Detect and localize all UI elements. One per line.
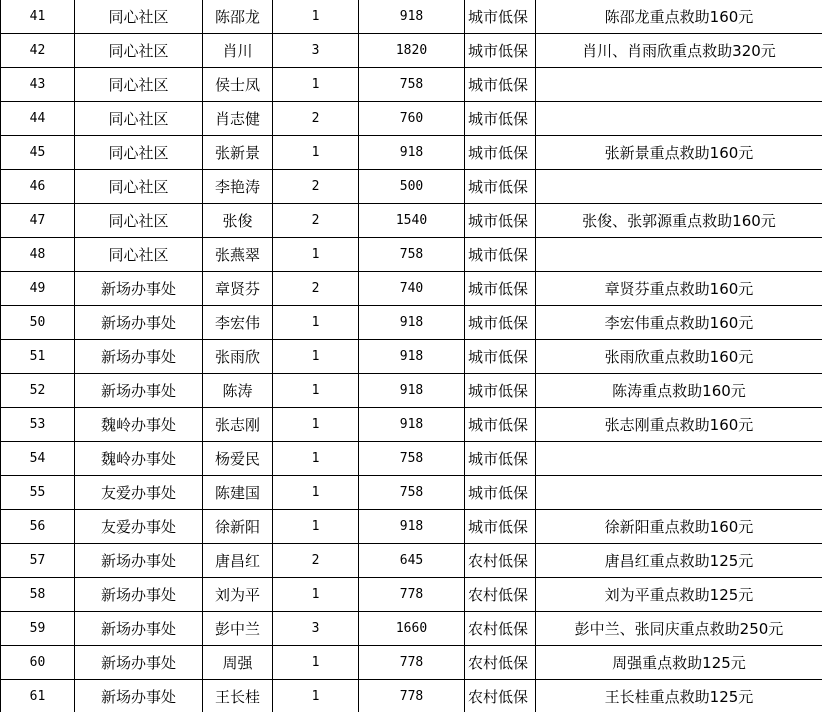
cell-name: 章贤芬 xyxy=(203,272,273,306)
cell-household-size: 1 xyxy=(273,408,359,442)
cell-household-size: 2 xyxy=(273,170,359,204)
cell-category: 城市低保 xyxy=(465,136,536,170)
table-row xyxy=(1,680,822,713)
table-row xyxy=(1,340,822,374)
table-row xyxy=(1,0,822,34)
cell-number: 54 xyxy=(1,442,75,476)
cell-amount: 1820 xyxy=(359,34,465,68)
cell-category: 城市低保 xyxy=(465,204,536,238)
cell-category: 城市低保 xyxy=(465,0,536,34)
cell-note: 彭中兰、张同庆重点救助250元 xyxy=(536,612,822,646)
table-row xyxy=(1,578,822,612)
cell-household-size: 1 xyxy=(273,510,359,544)
cell-amount: 1660 xyxy=(359,612,465,646)
cell-amount: 918 xyxy=(359,340,465,374)
cell-amount: 778 xyxy=(359,680,465,713)
cell-community: 新场办事处 xyxy=(75,544,203,578)
cell-note: 张志刚重点救助160元 xyxy=(536,408,822,442)
cell-household-size: 1 xyxy=(273,0,359,34)
cell-household-size: 1 xyxy=(273,238,359,272)
cell-community: 友爱办事处 xyxy=(75,510,203,544)
cell-category: 城市低保 xyxy=(465,34,536,68)
cell-amount: 918 xyxy=(359,374,465,408)
cell-note: 李宏伟重点救助160元 xyxy=(536,306,822,340)
cell-name: 刘为平 xyxy=(203,578,273,612)
cell-amount: 758 xyxy=(359,68,465,102)
cell-name: 张俊 xyxy=(203,204,273,238)
cell-household-size: 1 xyxy=(273,646,359,680)
cell-community: 魏岭办事处 xyxy=(75,442,203,476)
cell-note: 王长桂重点救助125元 xyxy=(536,680,822,713)
cell-note: 张新景重点救助160元 xyxy=(536,136,822,170)
cell-name: 张燕翠 xyxy=(203,238,273,272)
cell-amount: 758 xyxy=(359,238,465,272)
table-row xyxy=(1,646,822,680)
cell-community: 同心社区 xyxy=(75,34,203,68)
cell-number: 48 xyxy=(1,238,75,272)
cell-number: 41 xyxy=(1,0,75,34)
cell-category: 城市低保 xyxy=(465,374,536,408)
cell-note xyxy=(536,238,822,272)
table-row xyxy=(1,272,822,306)
cell-category: 农村低保 xyxy=(465,544,536,578)
cell-household-size: 2 xyxy=(273,544,359,578)
table-row xyxy=(1,34,822,68)
cell-amount: 500 xyxy=(359,170,465,204)
cell-number: 58 xyxy=(1,578,75,612)
cell-household-size: 1 xyxy=(273,578,359,612)
cell-amount: 918 xyxy=(359,136,465,170)
table-row xyxy=(1,306,822,340)
table-row xyxy=(1,510,822,544)
table-row xyxy=(1,374,822,408)
cell-name: 彭中兰 xyxy=(203,612,273,646)
cell-name: 李宏伟 xyxy=(203,306,273,340)
cell-name: 侯士凤 xyxy=(203,68,273,102)
cell-note: 刘为平重点救助125元 xyxy=(536,578,822,612)
cell-community: 同心社区 xyxy=(75,68,203,102)
cell-household-size: 1 xyxy=(273,68,359,102)
cell-community: 新场办事处 xyxy=(75,340,203,374)
cell-number: 46 xyxy=(1,170,75,204)
cell-community: 同心社区 xyxy=(75,102,203,136)
cell-community: 同心社区 xyxy=(75,204,203,238)
cell-number: 44 xyxy=(1,102,75,136)
cell-number: 53 xyxy=(1,408,75,442)
cell-household-size: 2 xyxy=(273,272,359,306)
cell-name: 陈涛 xyxy=(203,374,273,408)
cell-community: 同心社区 xyxy=(75,238,203,272)
cell-community: 新场办事处 xyxy=(75,680,203,713)
table-row xyxy=(1,68,822,102)
cell-category: 城市低保 xyxy=(465,102,536,136)
cell-category: 城市低保 xyxy=(465,306,536,340)
cell-note: 章贤芬重点救助160元 xyxy=(536,272,822,306)
table-row xyxy=(1,204,822,238)
cell-name: 周强 xyxy=(203,646,273,680)
cell-amount: 918 xyxy=(359,408,465,442)
cell-community: 友爱办事处 xyxy=(75,476,203,510)
cell-note xyxy=(536,170,822,204)
cell-note xyxy=(536,68,822,102)
cell-number: 56 xyxy=(1,510,75,544)
cell-household-size: 2 xyxy=(273,102,359,136)
cell-note: 张雨欣重点救助160元 xyxy=(536,340,822,374)
cell-category: 城市低保 xyxy=(465,238,536,272)
table-row xyxy=(1,476,822,510)
cell-category: 农村低保 xyxy=(465,578,536,612)
cell-number: 50 xyxy=(1,306,75,340)
cell-category: 城市低保 xyxy=(465,340,536,374)
cell-community: 同心社区 xyxy=(75,170,203,204)
cell-note xyxy=(536,476,822,510)
table-row xyxy=(1,238,822,272)
cell-name: 陈邵龙 xyxy=(203,0,273,34)
cell-category: 城市低保 xyxy=(465,272,536,306)
cell-note: 张俊、张郭源重点救助160元 xyxy=(536,204,822,238)
cell-amount: 918 xyxy=(359,306,465,340)
table-row xyxy=(1,408,822,442)
cell-community: 新场办事处 xyxy=(75,578,203,612)
table-row xyxy=(1,136,822,170)
cell-household-size: 1 xyxy=(273,476,359,510)
cell-household-size: 1 xyxy=(273,136,359,170)
cell-note: 徐新阳重点救助160元 xyxy=(536,510,822,544)
table-row xyxy=(1,442,822,476)
cell-amount: 918 xyxy=(359,510,465,544)
cell-category: 农村低保 xyxy=(465,612,536,646)
cell-name: 张雨欣 xyxy=(203,340,273,374)
cell-number: 60 xyxy=(1,646,75,680)
cell-community: 同心社区 xyxy=(75,136,203,170)
cell-amount: 645 xyxy=(359,544,465,578)
cell-household-size: 2 xyxy=(273,204,359,238)
cell-household-size: 3 xyxy=(273,612,359,646)
cell-number: 49 xyxy=(1,272,75,306)
cell-note: 肖川、肖雨欣重点救助320元 xyxy=(536,34,822,68)
cell-name: 肖川 xyxy=(203,34,273,68)
cell-category: 农村低保 xyxy=(465,646,536,680)
cell-note: 陈邵龙重点救助160元 xyxy=(536,0,822,34)
cell-number: 42 xyxy=(1,34,75,68)
cell-name: 杨爱民 xyxy=(203,442,273,476)
cell-number: 51 xyxy=(1,340,75,374)
cell-name: 张志刚 xyxy=(203,408,273,442)
cell-community: 新场办事处 xyxy=(75,646,203,680)
cell-household-size: 3 xyxy=(273,34,359,68)
cell-household-size: 1 xyxy=(273,306,359,340)
cell-household-size: 1 xyxy=(273,680,359,713)
cell-number: 57 xyxy=(1,544,75,578)
cell-name: 唐昌红 xyxy=(203,544,273,578)
cell-community: 同心社区 xyxy=(75,0,203,34)
cell-number: 47 xyxy=(1,204,75,238)
table-body xyxy=(1,0,822,712)
cell-community: 新场办事处 xyxy=(75,374,203,408)
table-row xyxy=(1,544,822,578)
cell-name: 陈建国 xyxy=(203,476,273,510)
cell-household-size: 1 xyxy=(273,374,359,408)
cell-number: 45 xyxy=(1,136,75,170)
cell-category: 城市低保 xyxy=(465,408,536,442)
cell-name: 张新景 xyxy=(203,136,273,170)
cell-category: 城市低保 xyxy=(465,510,536,544)
cell-community: 新场办事处 xyxy=(75,272,203,306)
cell-note: 陈涛重点救助160元 xyxy=(536,374,822,408)
cell-note xyxy=(536,102,822,136)
cell-category: 农村低保 xyxy=(465,680,536,713)
table-row xyxy=(1,102,822,136)
cell-category: 城市低保 xyxy=(465,476,536,510)
table-row xyxy=(1,170,822,204)
cell-amount: 918 xyxy=(359,0,465,34)
cell-amount: 778 xyxy=(359,578,465,612)
cell-community: 魏岭办事处 xyxy=(75,408,203,442)
cell-amount: 740 xyxy=(359,272,465,306)
cell-number: 55 xyxy=(1,476,75,510)
cell-note: 周强重点救助125元 xyxy=(536,646,822,680)
cell-number: 61 xyxy=(1,680,75,713)
cell-number: 43 xyxy=(1,68,75,102)
cell-amount: 758 xyxy=(359,442,465,476)
cell-name: 徐新阳 xyxy=(203,510,273,544)
cell-name: 李艳涛 xyxy=(203,170,273,204)
cell-name: 王长桂 xyxy=(203,680,273,713)
cell-note xyxy=(536,442,822,476)
cell-amount: 778 xyxy=(359,646,465,680)
cell-category: 城市低保 xyxy=(465,442,536,476)
cell-amount: 758 xyxy=(359,476,465,510)
cell-amount: 1540 xyxy=(359,204,465,238)
cell-household-size: 1 xyxy=(273,340,359,374)
cell-household-size: 1 xyxy=(273,442,359,476)
cell-note: 唐昌红重点救助125元 xyxy=(536,544,822,578)
cell-community: 新场办事处 xyxy=(75,612,203,646)
cell-number: 52 xyxy=(1,374,75,408)
cell-amount: 760 xyxy=(359,102,465,136)
cell-number: 59 xyxy=(1,612,75,646)
cell-category: 城市低保 xyxy=(465,170,536,204)
cell-name: 肖志健 xyxy=(203,102,273,136)
cell-category: 城市低保 xyxy=(465,68,536,102)
table-row xyxy=(1,612,822,646)
cell-community: 新场办事处 xyxy=(75,306,203,340)
